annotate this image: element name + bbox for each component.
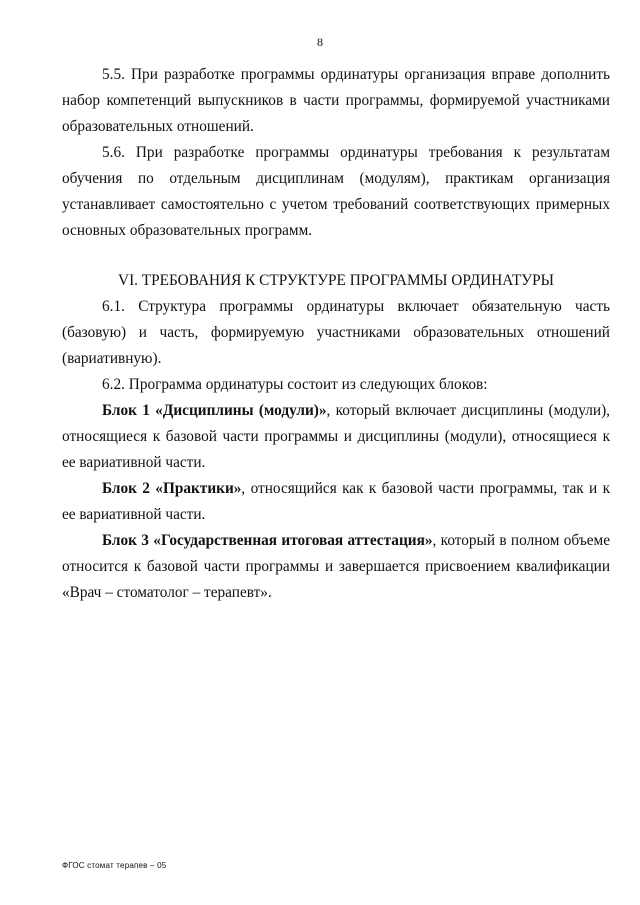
paragraph-5-6: 5.6. При разработке программы ординатуры требования к результатам обучения по отдельным дисциплинам (модулям), практикам организация устанавливает самостоятельно с учетом требований соответствующих примерных основных образовательных программ. <box>62 144 610 239</box>
block-3-title: Блок 3 «Государственная итоговая аттестация» <box>102 532 433 549</box>
paragraph-block-3 <box>62 528 610 606</box>
block-1-title: Блок 1 «Дисциплины (модули)» <box>102 402 327 419</box>
block-1-text: , который включает дисциплины (модули), относящиеся к базовой части программы и дисциплины (модули), относящиеся к ее вариативной части. <box>62 402 611 471</box>
block-2-title: Блок 2 «Практики» <box>102 480 242 497</box>
document-body <box>62 62 610 606</box>
paragraph-block-2 <box>62 476 610 528</box>
paragraph-6-2: 6.2. Программа ординатуры состоит из следующих блоков: <box>102 376 488 393</box>
block-3-text: , который в полном объеме относится к базовой части программы и завершается присвоением квалификации «Врач – стоматолог – терапевт». <box>62 532 610 601</box>
paragraph-6-1: 6.1. Структура программы ординатуры включает обязательную часть (базовую) и часть, формируемую участниками образовательных отношений (вариативную). <box>62 298 610 367</box>
section-title: VI. ТРЕБОВАНИЯ К СТРУКТУРЕ ПРОГРАММЫ ОРДИНАТУРЫ <box>118 272 554 289</box>
paragraph-5-5: 5.5. При разработке программы ординатуры организация вправе дополнить набор компетенций выпускников в части программы, формируемой участниками образовательных отношений. <box>62 66 610 135</box>
page-number: 8 <box>317 35 323 49</box>
page-footer: ФГОС стомат терапев – 05 <box>62 861 167 870</box>
block-2-text: , относящийся как к базовой части программы, так и к ее вариативной части. <box>62 480 610 523</box>
paragraph-block-1 <box>62 398 610 476</box>
